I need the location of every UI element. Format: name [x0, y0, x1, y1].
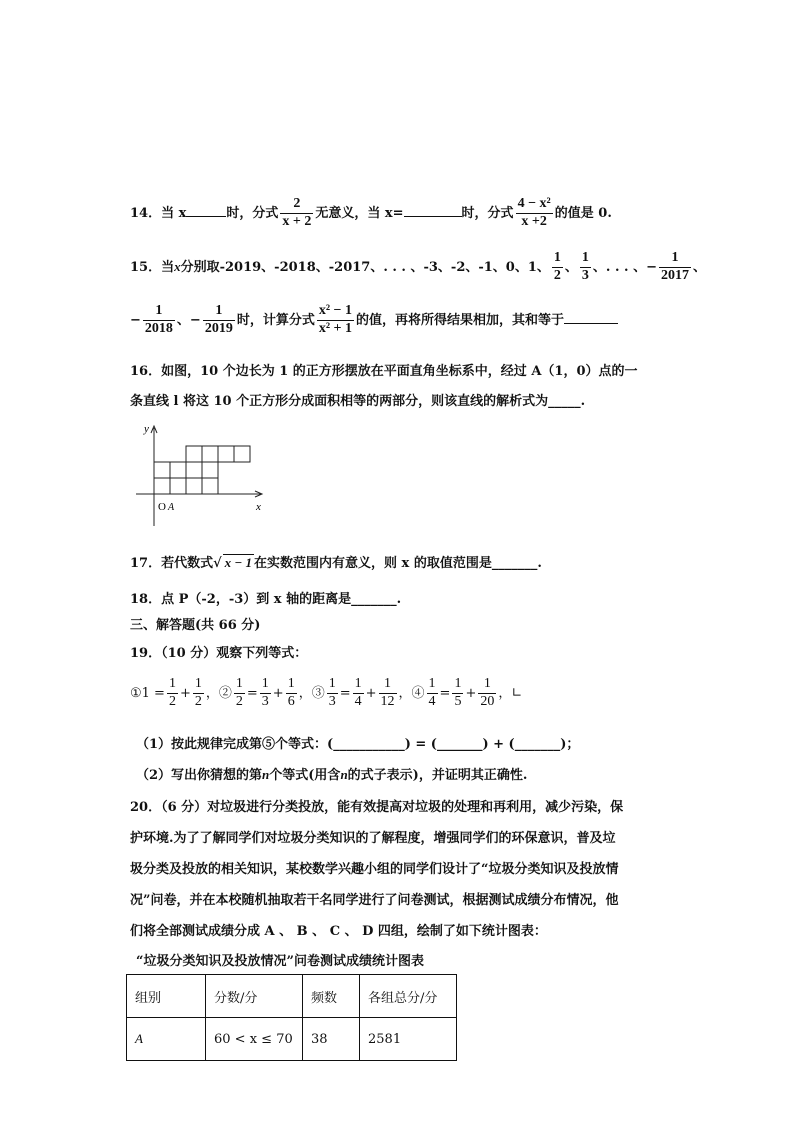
question-19-equations: ①1 = $\frac{1}{2}$ + $\frac{1}{2}$ ，② $\frac{1}{2}$ = $\frac{1}{3}$ + $\frac{1}{6}$ ，③ $\frac{1}{3}$ = $\frac{1}{4}$ + $\frac{1}{12}$ ，④ $\frac{1}{4}$ = $\frac{1}{5}$ + $\frac{1}{20}$ ，∟ — [130, 676, 523, 709]
question-20-line: 况”问卷，并在本校随机抽取若干名同学进行了问卷测试，根据测试成绩分布情况，他 — [130, 893, 619, 908]
point-a-label: A — [168, 502, 175, 513]
question-15-line2: − $\frac{1}{2018}$ 、− $\frac{1}{2019}$ 时，计算分式 $\frac{\text{x² − 1}}{\text{x² + 1}}$ 的值，再将所得结果相加，其和等于 — [130, 303, 618, 338]
question-20-line: 们将全部测试成绩分成 A 、 B 、 C 、 D 四组，绘制了如下统计图表： — [130, 924, 547, 939]
question-20-line: 20．（6 分）对垃圾进行分类投放，能有效提高对垃圾的处理和再利用，减少污染，保 — [130, 800, 624, 815]
coordinate-figure — [130, 420, 270, 530]
question-17: 17．若代数式√ x − 1 在实数范围内有意义，则 x 的取值范围是_______. — [130, 555, 542, 571]
y-label: y — [144, 423, 149, 435]
answer-blank[interactable] — [186, 204, 226, 217]
question-19-part1: （1）按此规律完成第⑤个等式：(___________) = (_______) + (_______)； — [136, 737, 580, 752]
table-row: A 60 < x ≤ 70 38 2581 — [127, 1018, 457, 1061]
origin-label: O — [158, 501, 166, 513]
question-14: 14．当 x 时，分式 $\frac{2}{x + 2}$ 无意义，当 x= 时，分式 $\frac{\text{4 − x²}}{x +2}$ 的值是 0. — [130, 196, 612, 229]
stats-table — [126, 974, 457, 1061]
question-18: 18．点 P（-2，-3）到 x 轴的距离是_______. — [130, 592, 402, 607]
question-16-line2: 条直线 l 将这 10 个正方形分成面积相等的两部分，则该直线的解析式为_____. — [130, 394, 586, 409]
answer-blank[interactable] — [404, 204, 462, 217]
question-15-line1: 15．当x分别取-2019、-2018、-2017、. . . 、-3、-2、-1、0、1、 $\frac{1}{2}$ 、 $\frac{1}{3}$ 、. . . 、− $\frac{1}{2017}$ 、 — [130, 250, 706, 283]
fraction: $\frac{\text{4 − x²}}{x +2}$ — [517, 196, 551, 229]
table-header-row: 组别 分数/分 频数 各组总分/分 — [127, 975, 457, 1018]
question-20-line: 护环境.为了了解同学们对垃圾分类知识的了解程度，增强同学们的环保意识，普及垃 — [130, 831, 616, 846]
answer-blank[interactable] — [564, 311, 618, 324]
question-20-line: 圾分类及投放的相关知识，某校数学兴趣小组的同学们设计了“垃圾分类知识及投放情 — [130, 862, 619, 877]
section-heading: 三、解答题(共 66 分) — [130, 618, 261, 633]
fraction: $\frac{2}{x + 2}$ — [282, 196, 312, 229]
question-19-part2: （2）写出你猜想的第n个等式(用含n的式子表示)，并证明其正确性. — [136, 767, 528, 783]
x-label: x — [256, 501, 261, 513]
squares-group — [154, 446, 250, 494]
question-16-line1: 16．如图，10 个边长为 1 的正方形摆放在平面直角坐标系中，经过 A（1，0）点的一 — [130, 364, 638, 379]
table-title: “垃圾分类知识及投放情况”问卷测试成绩统计图表 — [136, 954, 424, 969]
question-19-head: 19．（10 分）观察下列等式： — [130, 646, 308, 661]
